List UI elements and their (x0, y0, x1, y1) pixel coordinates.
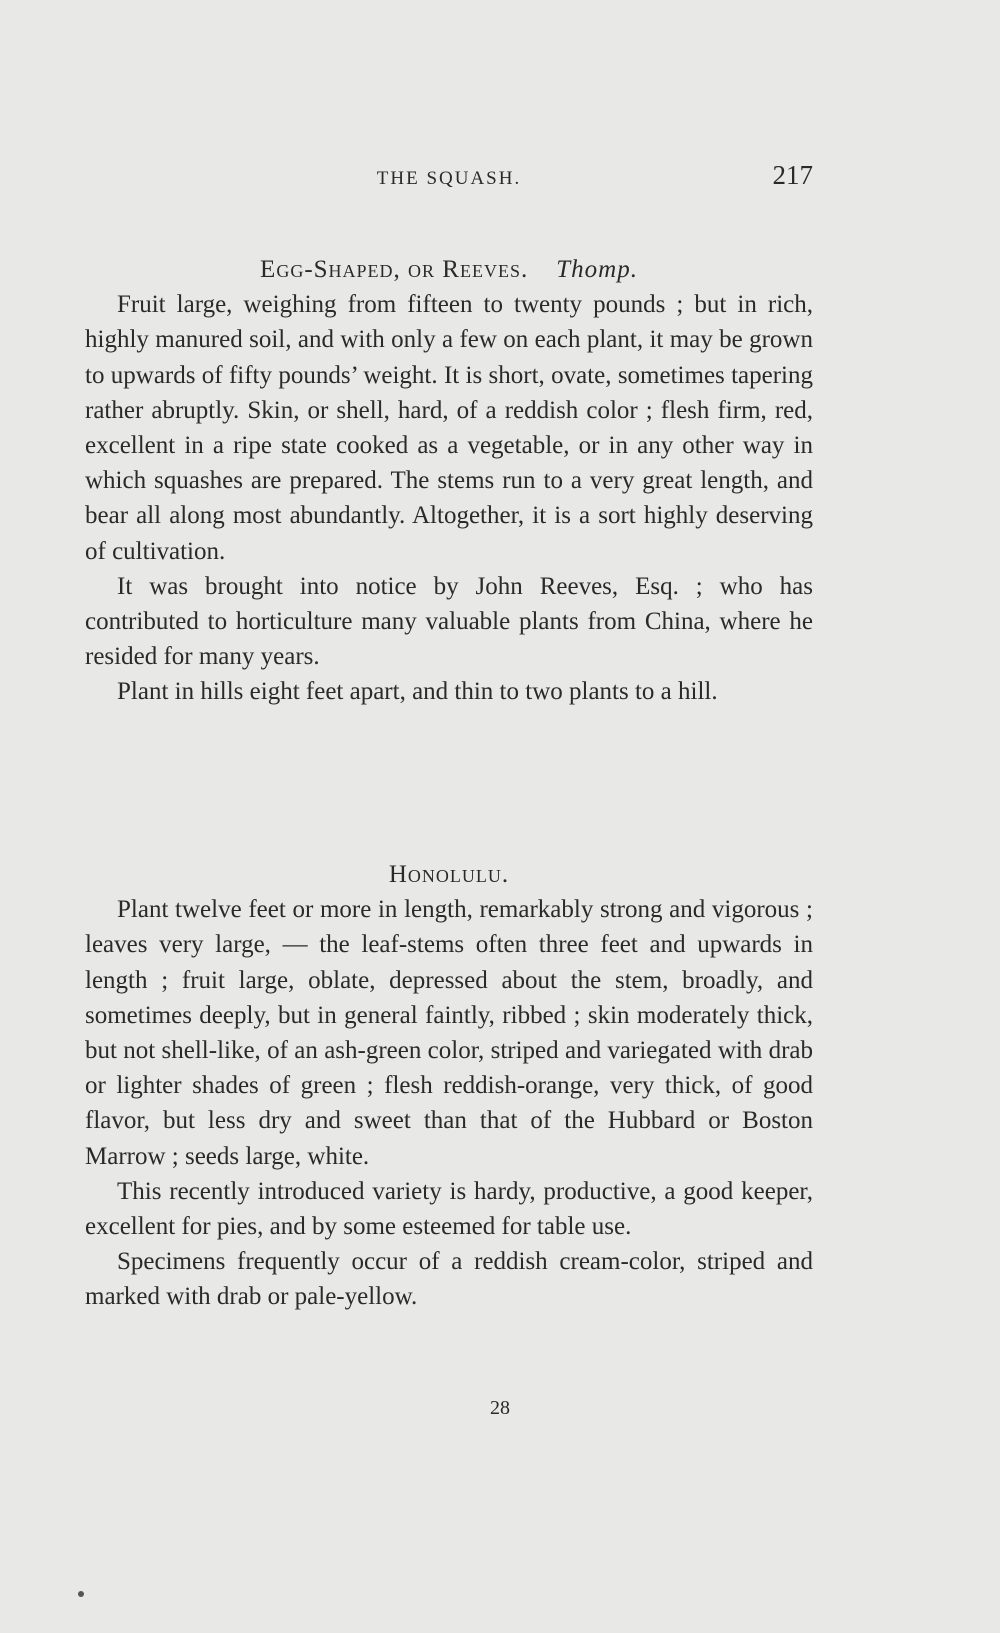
author-abbreviation: Thomp. (556, 256, 638, 283)
section-egg-shaped (85, 252, 813, 710)
ink-speck (78, 1591, 84, 1597)
page-number: 217 (772, 160, 813, 190)
paragraph: Plant twelve feet or more in length, remarkably strong and vigorous ; leaves very large, — the leaf-stems often three feet and upwards in length ; fruit large, oblate, depressed about the stem, broadly, and sometimes deeply, but in general faintly, ribbed ; skin moderately thick, but not shell-like, of an ash-green color, striped and variegated with drab or lighter shades of green ; flesh reddish-orange, very thick, of good flavor, but less dry and sweet than that of the Hubbard or Boston Marrow ; seeds large, white. (85, 896, 813, 1170)
section-honolulu (85, 857, 813, 1315)
paragraph: Plant in hills eight feet apart, and thin to two plants to a hill. (117, 678, 718, 706)
section-heading (85, 857, 813, 892)
paragraph: It was brought into notice by John Reeves, Esq. ; who has contributed to horticulture many valuable plants from China, where he resided for many years. (85, 572, 813, 671)
running-title: THE SQUASH. (376, 168, 522, 189)
section-heading (85, 252, 813, 287)
section-title: Egg-Shaped, or Reeves. (260, 256, 529, 283)
section-title: Honolulu. (388, 861, 510, 888)
paragraph: This recently introduced variety is hardy, productive, a good keeper, excellent for pies, and by some esteemed for table use. (85, 1177, 813, 1241)
running-head (85, 160, 813, 196)
signature-mark: 28 (490, 1397, 510, 1419)
paragraph: Fruit large, weighing from fifteen to twenty pounds ; but in rich, highly manured soil, and with only a few on each plant, it may be grown to upwards of fifty pounds’ weight. It is short, ovate, sometimes tapering rather abruptly. Skin, or shell, hard, of a reddish color ; flesh firm, red, excellent in a ripe state cooked as a vegetable, or in any other way in which squashes are prepared. The stems run to a very great length, and bear all along most abundantly. Altogether, it is a sort highly deserving of cultivation. (85, 291, 813, 565)
paragraph: Specimens frequently occur of a reddish cream-color, striped and marked with drab or pale-yellow. (85, 1248, 813, 1311)
